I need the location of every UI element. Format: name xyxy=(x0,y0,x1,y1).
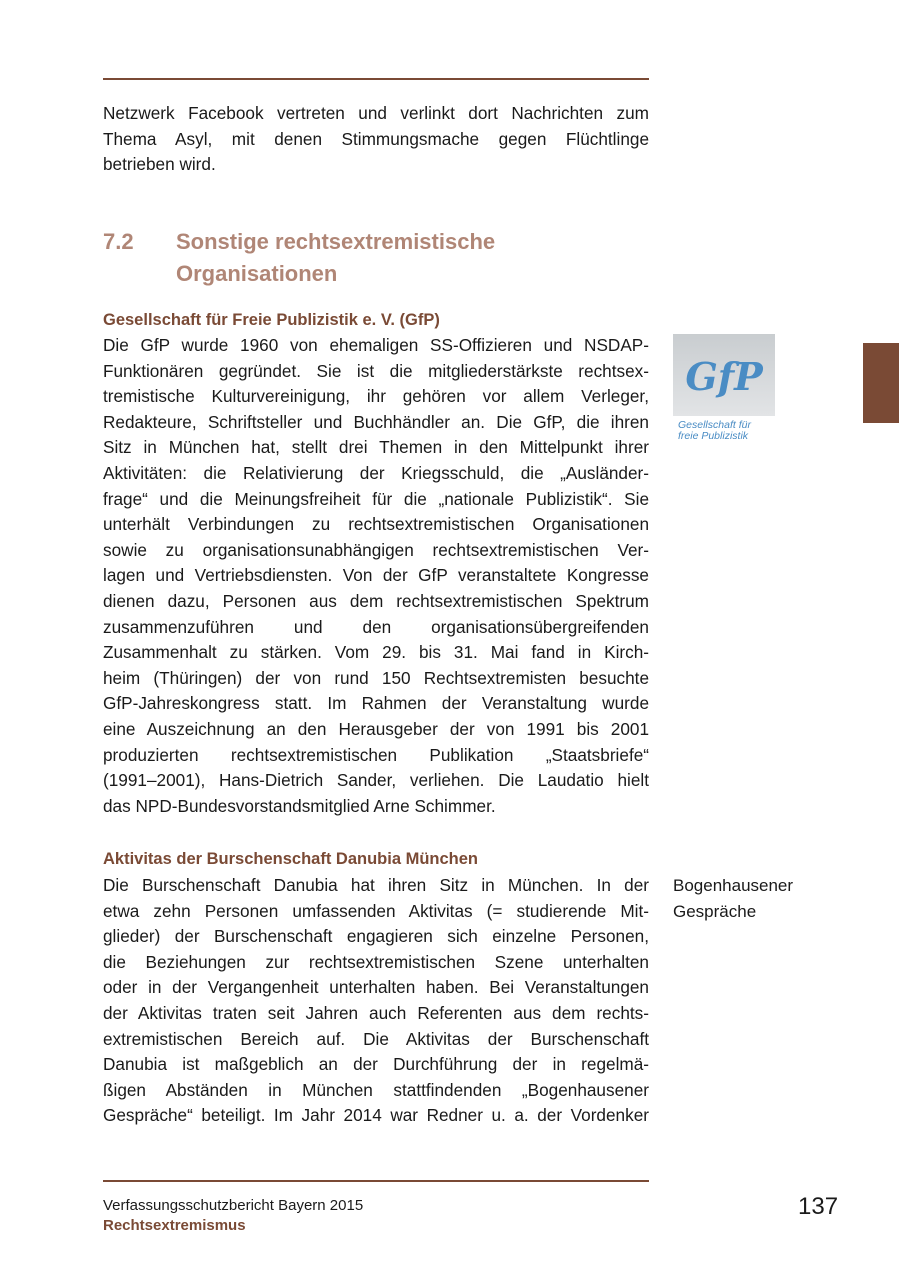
text-line: die Beziehungen zur rechtsextremistischen Szene unterhalten xyxy=(103,951,649,972)
intro-paragraph xyxy=(103,101,649,178)
logo-caption: Gesellschaft für xyxy=(678,419,751,431)
gfp-heading: Gesellschaft für Freie Publizistik e. V. (GfP) xyxy=(103,311,440,329)
bottom-rule xyxy=(103,1180,649,1182)
text-line: sowie zu organisationsunabhängigen rechtsextremistischen Ver- xyxy=(103,539,649,560)
danubia-paragraph xyxy=(103,873,649,1129)
text-line: das NPD-Bundesvorstandsmitglied Arne Schimmer. xyxy=(103,795,496,816)
svg-text:GfP: GfP xyxy=(685,354,763,399)
gfp-paragraph xyxy=(103,333,649,819)
text-line: zusammenzuführen und den organisationsübergreifenden xyxy=(103,616,649,637)
section-title-line1: Sonstige rechtsextremistische xyxy=(176,229,496,254)
margin-note xyxy=(673,873,793,924)
text-line: der Aktivitas traten seit Jahren auch Referenten aus dem rechts- xyxy=(103,1002,649,1023)
text-line: etwa zehn Personen umfassenden Aktivitas (= studierende Mit- xyxy=(103,900,649,921)
text-line: extremistischen Bereich auf. Die Aktivitas der Burschenschaft xyxy=(103,1028,649,1049)
margin-note-line: Gespräche xyxy=(673,901,757,921)
top-rule xyxy=(103,78,649,80)
text-line: Die GfP wurde 1960 von ehemaligen SS-Offizieren und NSDAP- xyxy=(103,335,649,355)
text-line: Danubia ist maßgeblich an der Durchführung der in regelmä- xyxy=(103,1054,649,1075)
text-line: Zusammenhalt zu stärken. Vom 29. bis 31. Mai fand in Kirch- xyxy=(103,642,649,663)
text-line: Funktionären gegründet. Sie ist die mitgliederstärkste rechtsex- xyxy=(103,360,649,381)
text-line: Aktivitäten: die Relativierung der Kriegsschuld, die „Ausländer- xyxy=(103,462,649,483)
text-line: Netzwerk Facebook vertreten und verlinkt dort Nachrichten zum xyxy=(103,103,649,123)
text-line: Redakteure, Schriftsteller und Buchhändler an. Die GfP, die ihren xyxy=(103,411,649,432)
text-line: frage“ und die Meinungsfreiheit für die „nationale Publizistik“. Sie xyxy=(103,488,649,509)
section-number: 7.2 xyxy=(103,229,134,254)
text-line: lagen und Vertriebsdiensten. Von der GfP veranstaltete Kongresse xyxy=(103,565,649,586)
margin-note-line: Bogenhausener xyxy=(673,876,794,895)
logo-caption: freie Publizistik xyxy=(678,430,749,442)
text-line: Gespräche“ beteiligt. Im Jahr 2014 war Redner u. a. der Vordenker xyxy=(103,1105,649,1126)
text-line: glieder) der Burschenschaft engagieren sich einzelne Personen, xyxy=(103,926,649,947)
text-line: ßigen Abständen in München stattfindenden „Bogenhausener xyxy=(103,1079,649,1100)
text-line: GfP-Jahreskongress statt. Im Rahmen der Veranstaltung wurde xyxy=(103,693,649,714)
chapter-tab-marker xyxy=(863,343,899,423)
text-line: oder in der Vergangenheit unterhalten haben. Bei Veranstaltungen xyxy=(103,977,649,998)
gfp-logo xyxy=(673,334,775,450)
page-number: 137 xyxy=(798,1193,839,1220)
gfp-logo-mark xyxy=(684,340,764,410)
text-line: tremistische Kulturvereinigung, ihr gehören vor allem Verleger, xyxy=(103,386,649,407)
text-line: heim (Thüringen) der von rund 150 Rechtsextremisten besuchte xyxy=(103,667,649,688)
footer-title: Verfassungsschutzbericht Bayern 2015 xyxy=(103,1197,364,1214)
text-line: dienen dazu, Personen aus dem rechtsextremistischen Spektrum xyxy=(103,590,649,611)
text-line: Thema Asyl, mit denen Stimmungsmache gegen Flüchtlinge xyxy=(103,128,649,149)
text-line: Die Burschenschaft Danubia hat ihren Sitz in München. In der xyxy=(103,875,649,895)
footer-chapter: Rechtsextremismus xyxy=(103,1217,246,1234)
footer xyxy=(103,1196,363,1236)
text-line: (1991–2001), Hans-Dietrich Sander, verliehen. Die Laudatio hielt xyxy=(103,770,649,791)
danubia-heading: Aktivitas der Burschenschaft Danubia München xyxy=(103,850,478,868)
text-line: unterhält Verbindungen zu rechtsextremistischen Organisationen xyxy=(103,514,649,535)
text-line: eine Auszeichnung an den Herausgeber der von 1991 bis 2001 xyxy=(103,718,649,739)
text-line: Sitz in München hat, stellt drei Themen in den Mittelpunkt ihrer xyxy=(103,437,649,458)
text-line: produzierten rechtsextremistischen Publikation „Staatsbriefe“ xyxy=(103,744,649,765)
section-title-line2: Organisationen xyxy=(176,261,338,286)
text-line: betrieben wird. xyxy=(103,154,216,175)
